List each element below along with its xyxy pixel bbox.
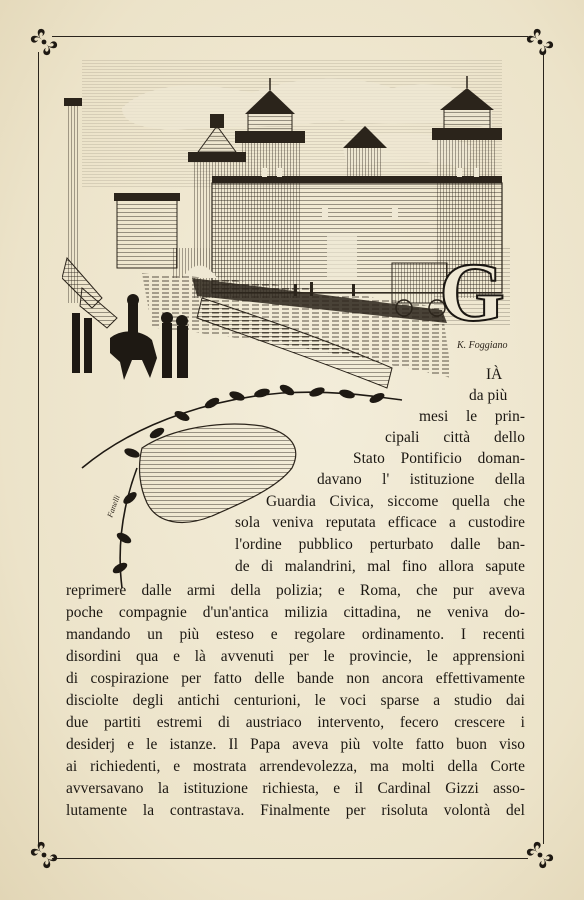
text-line: IÀ [486, 366, 503, 383]
drop-cap-letter: G [439, 246, 505, 339]
corner-ornament-icon [523, 25, 557, 59]
frame-rule-left [38, 52, 39, 844]
text-line: davano l' istituzione della [317, 471, 525, 488]
text-line: ai richiedenti, e mostrata arrendevolezza, ma molti della Corte [66, 758, 525, 775]
corner-ornament-icon [27, 25, 61, 59]
text-line: due partiti estremi di austriaco intervento, fecero crescere i [66, 714, 525, 731]
text-line: avversavano la istituzione richiesta, e il Cardinal Gizzi asso- [66, 780, 525, 797]
text-line: l'ordine pubblico perturbato dalle ban- [235, 536, 525, 553]
text-line: poche compagnie d'un'antica milizia cittadina, ne veniva do- [66, 604, 525, 621]
text-line: disciolte degli antichi centurioni, le voci sparse a studio dai [66, 692, 525, 709]
corner-ornament-icon [523, 838, 557, 872]
text-line: mesi le prin- [419, 408, 525, 425]
text-line: mandando un più esteso e regolare ordinamento. I recenti [66, 626, 525, 643]
frame-rule-top [52, 36, 528, 37]
frame-rule-right [543, 52, 544, 844]
frame-rule-bottom [52, 858, 528, 859]
text-line: da più [469, 387, 508, 404]
text-line: cipali città dello [385, 429, 525, 446]
engraver-signature: K. Foggiano [457, 340, 508, 351]
text-line: reprimere dalle armi della polizia; e Roma, che pur aveva [66, 582, 525, 599]
artist-signature: Fanelli [105, 493, 122, 519]
text-line: lutamente la contrastava. Finalmente per risoluta volontà del [66, 802, 525, 819]
text-line: desiderj e le istanze. Il Papa aveva più volte fatto buon viso [66, 736, 525, 753]
text-line: Guardia Civica, siccome quella che [266, 493, 525, 510]
text-line: Stato Pontificio doman- [353, 450, 525, 467]
text-line: sola veniva reputata efficace a custodire [235, 514, 525, 531]
text-line: di cospirazione per fatto delle bande non ancora effettivamente [66, 670, 525, 687]
corner-ornament-icon [27, 838, 61, 872]
text-line: de di malandrini, mal fino allora sapute [235, 558, 525, 575]
drop-cap [434, 246, 510, 339]
text-line: disordini qua e là avvenuti per le provincie, le apprensioni [66, 648, 525, 665]
